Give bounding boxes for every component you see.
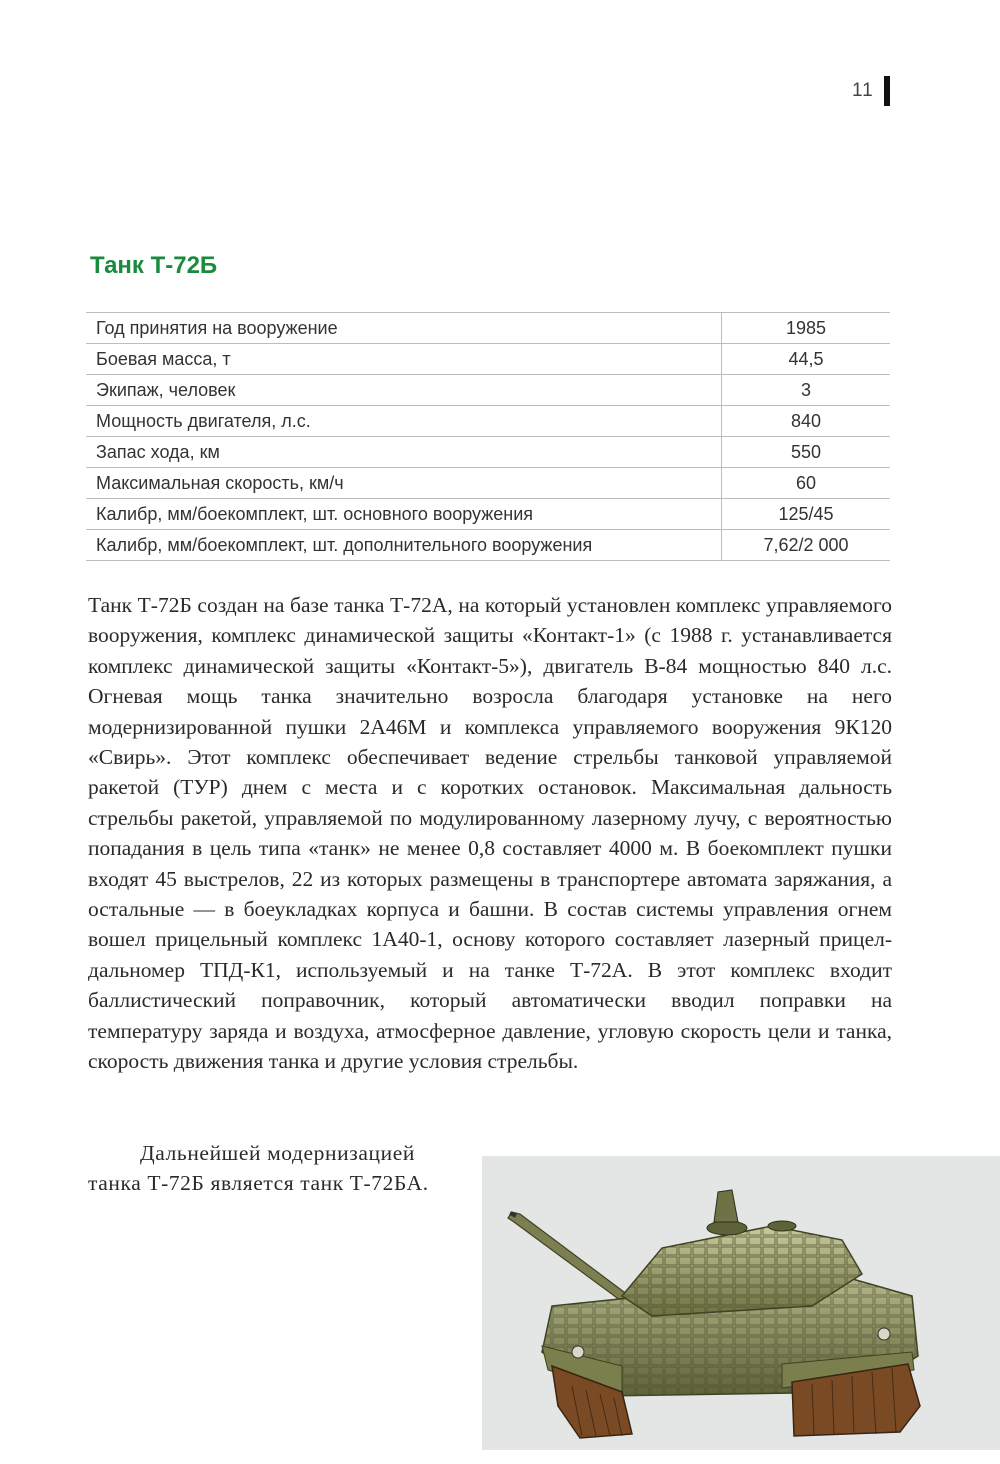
spec-value: 125/45 (722, 499, 891, 530)
spec-value: 44,5 (722, 344, 891, 375)
page-title: Танк Т-72Б (90, 252, 218, 279)
body-paragraph: Танк Т-72Б создан на базе танка Т-72А, на который установлен комплекс управляемого вооружения, комплекс динамической защиты «Контакт-1» (с 1988 г. устанавливается комплекс динамической защиты «Контакт-5»), двигатель В-84 мощностью 840 л.с. Огневая мощь танка значительно возросла благодаря установке на него модернизированной пушки 2А46М и комплекса управляемого вооружения 9К120 «Свирь». Этот комплекс обеспечивает ведение стрельбы танковой управляемой ракетой (ТУР) днем с места и с коротких остановок. Максимальная дальность стрельбы ракетой, управляемой по модулированному лазерному лучу, с вероятностью попадания в цель типа «танк» не менее 0,8 составляет 4000 м. В боекомплект пушки входят 45 выстрелов, 22 из которых размещены в транспортере автомата заряжания, а остальные — в боеукладках корпуса и башни. В состав системы управления огнем вошел прицельный комплекс 1А40-1, основу которого составляет лазерный прицел-дальномер ТПД-К1, используемый и на танке Т-72А. В этот комплекс входит баллистический поправочник, который автоматически вводил поправки на температуру заряда и воздуха, атмосферное давление, угловую скорость цели и танка, скорость движения танка и другие условия стрельбы. (88, 593, 892, 1074)
spec-label: Мощность двигателя, л.с. (86, 406, 722, 437)
table-row (86, 375, 890, 406)
spec-value: 1985 (722, 313, 891, 344)
spec-label: Запас хода, км (86, 437, 722, 468)
tank-illustration-icon (482, 1156, 1000, 1450)
table-row (86, 313, 890, 344)
spec-label: Год принятия на вооружение (86, 313, 722, 344)
spec-label: Максимальная скорость, км/ч (86, 468, 722, 499)
spec-label: Экипаж, человек (86, 375, 722, 406)
spec-value: 3 (722, 375, 891, 406)
table-row (86, 406, 890, 437)
table-row (86, 437, 890, 468)
spec-value: 60 (722, 468, 891, 499)
spec-value: 840 (722, 406, 891, 437)
specs-table (86, 312, 890, 561)
closing-paragraph: Дальнейшей модернизацией танка Т-72Б является танк Т-72БА. (88, 1141, 429, 1196)
tank-photo (482, 1156, 1000, 1450)
spec-label: Боевая масса, т (86, 344, 722, 375)
table-row (86, 344, 890, 375)
page-number: 11 (852, 80, 874, 101)
table-row (86, 499, 890, 530)
table-row (86, 530, 890, 561)
spec-label: Калибр, мм/боекомплект, шт. основного вооружения (86, 499, 722, 530)
page-marker (884, 76, 890, 106)
spec-value: 550 (722, 437, 891, 468)
spec-label: Калибр, мм/боекомплект, шт. дополнительного вооружения (86, 530, 722, 561)
spec-value: 7,62/2 000 (722, 530, 891, 561)
table-row (86, 468, 890, 499)
